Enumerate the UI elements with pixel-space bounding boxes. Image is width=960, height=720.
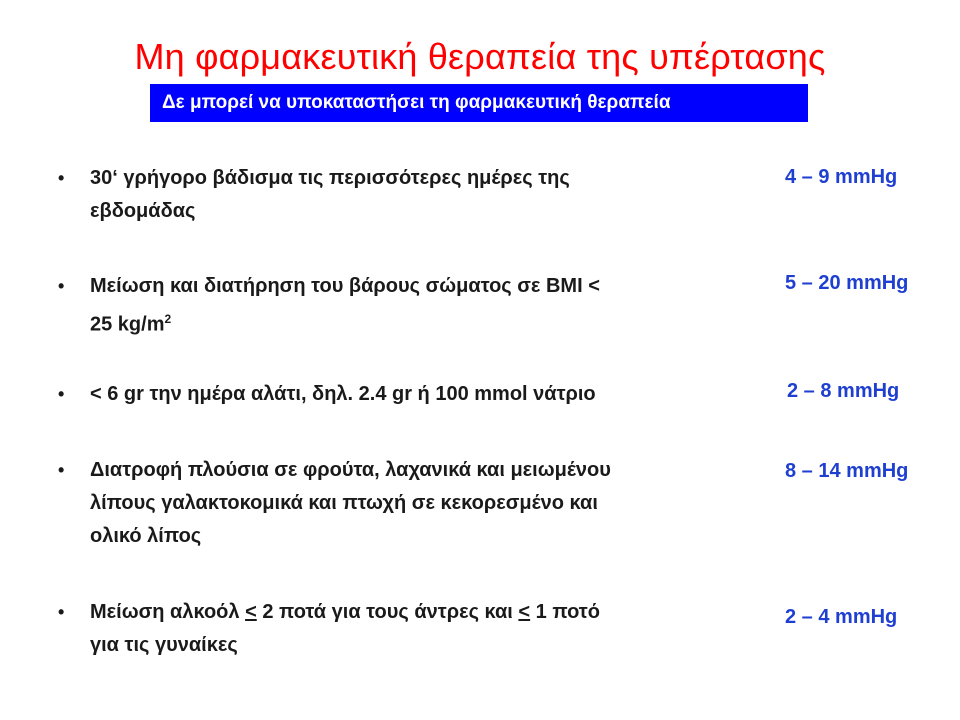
- item-line: εβδομάδας: [90, 200, 196, 222]
- item-text-part: 2 ποτά για τους άντρες και: [256, 601, 519, 623]
- list-item-alcohol: [58, 596, 738, 662]
- value-walking: 4 – 9 mmHg: [785, 166, 898, 188]
- item-line: 30‘ γρήγορο βάδισμα τις περισσότερες ημέρες της: [90, 167, 570, 189]
- item-line: ολικό λίπος: [90, 525, 202, 547]
- bullet-icon: •: [58, 168, 65, 188]
- value-diet: 8 – 14 mmHg: [785, 460, 909, 482]
- item-line: [90, 303, 738, 342]
- item-text-part: 1 ποτό: [530, 601, 600, 623]
- list-item-weight: [58, 270, 738, 342]
- list-item-diet: [58, 454, 738, 553]
- value-weight: 5 – 20 mmHg: [785, 272, 909, 294]
- list-item-walking: [58, 162, 738, 228]
- less-equal-symbol: <: [518, 601, 531, 623]
- item-text-part: Μείωση αλκοόλ: [90, 601, 246, 623]
- superscript: 2: [164, 312, 172, 326]
- item-line-text: 25 kg/m: [90, 313, 165, 336]
- bullet-icon: •: [58, 602, 65, 622]
- item-line: Μείωση και διατήρηση του βάρους σώματος σε BMI <: [90, 275, 600, 297]
- item-line: για τις γυναίκες: [90, 634, 238, 656]
- value-alcohol: 2 – 4 mmHg: [785, 606, 898, 628]
- bullet-icon: •: [58, 460, 65, 480]
- item-line: [90, 596, 738, 629]
- value-salt: 2 – 8 mmHg: [787, 380, 900, 402]
- subtitle-banner: Δε μπορεί να υποκαταστήσει τη φαρμακευτική θεραπεία: [150, 84, 808, 122]
- slide-title: Μη φαρμακευτική θεραπεία της υπέρτασης: [134, 36, 826, 77]
- bullet-icon: •: [58, 384, 65, 404]
- item-line: < 6 gr την ημέρα αλάτι, δηλ. 2.4 gr ή 100 mmol νάτριο: [90, 383, 596, 405]
- item-line: λίπους γαλακτοκομικά και πτωχή σε κεκορεσμένο και: [90, 492, 598, 514]
- item-line: Διατροφή πλούσια σε φρούτα, λαχανικά και μειωμένου: [90, 459, 611, 481]
- list-item-salt: [58, 378, 738, 411]
- bullet-icon: •: [58, 276, 65, 296]
- less-equal-symbol: <: [245, 601, 257, 623]
